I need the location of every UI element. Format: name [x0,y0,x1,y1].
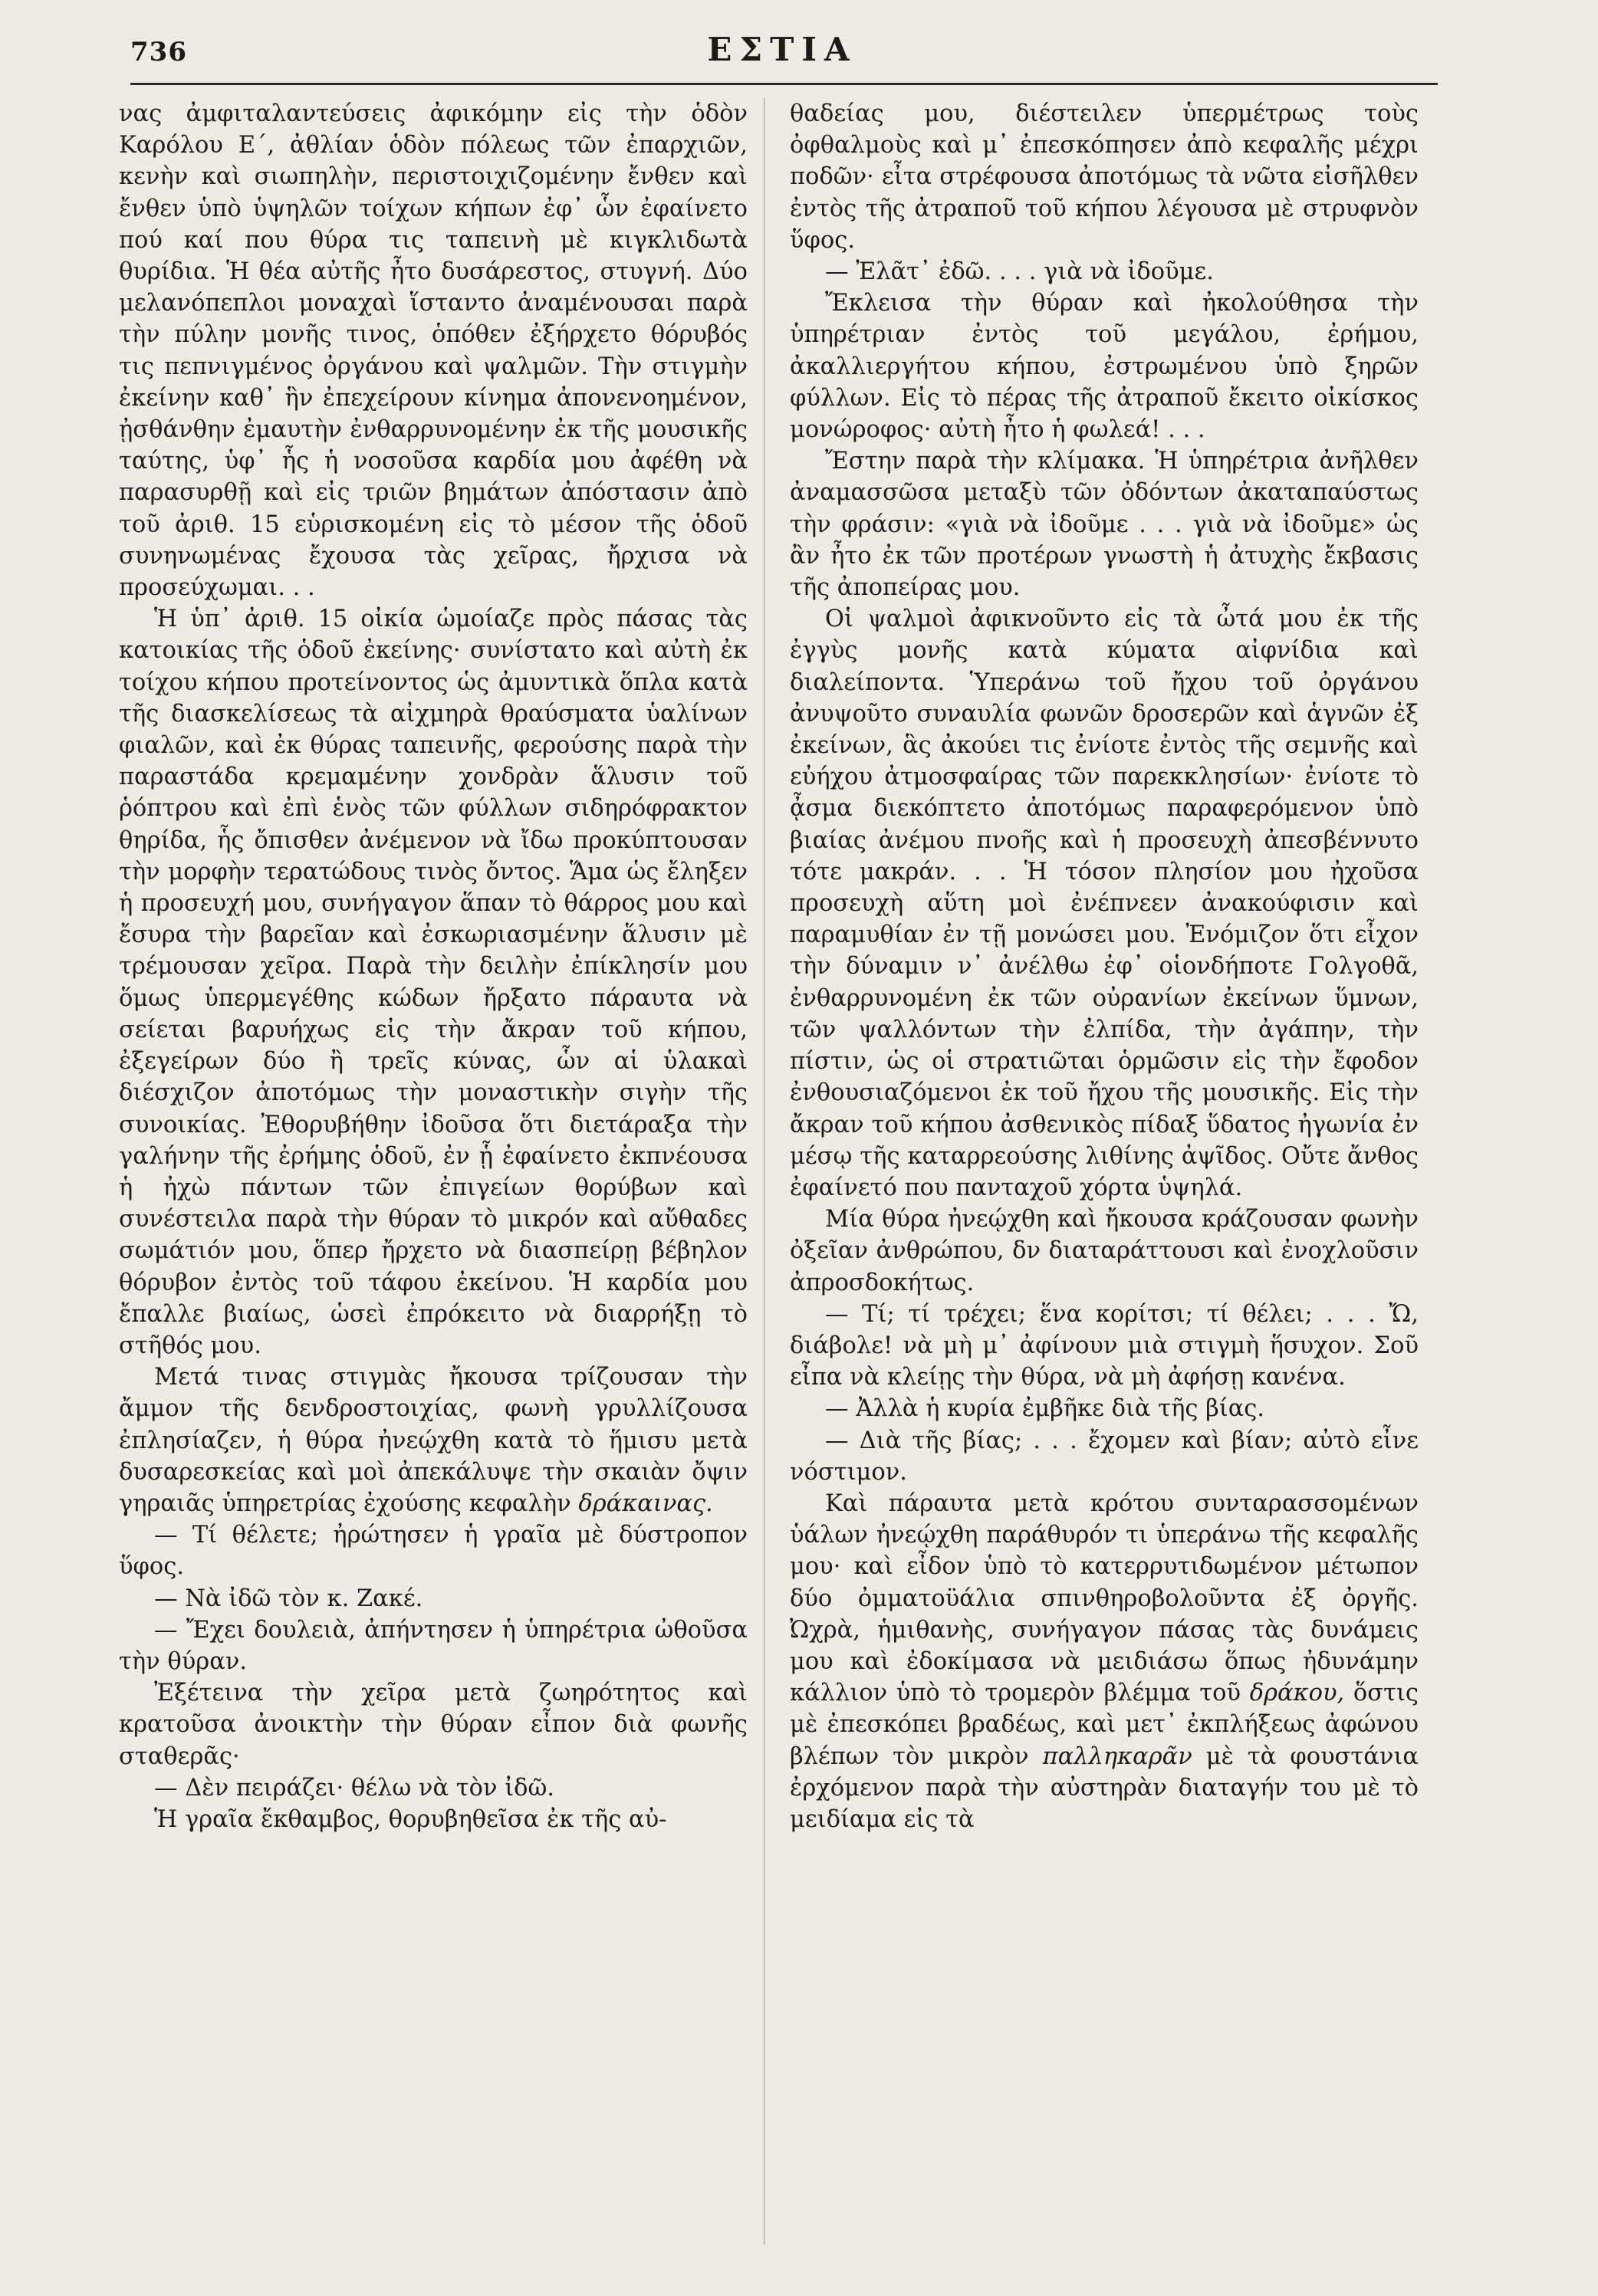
header-rule [130,83,1438,85]
paragraph-text: ὅστις μὲ ἐπεσκόπει βραδέως, καὶ μετ᾽ ἐκπλήξεως ἀφώνου βλέπων τὸν μικρὸν [790,1680,1419,1770]
dialogue-line: — Τί; τί τρέχει; ἕνα κορίτσι; τί θέλει; . . . Ὤ, διάβολε! νὰ μὴ μ᾽ ἀφίνουν μιὰ στιγμὴ ἥσυχον. Σοῦ εἶπα νὰ κλείῃς τὴν θύρα, νὰ μὴ ἀφήσῃ κανένα. [790,1300,1419,1391]
emphasis-text: δράκου, [1249,1680,1345,1707]
page-number: 736 [130,37,187,67]
dialogue-line: — Νὰ ἰδῶ τὸν κ. Ζακέ. [154,1585,423,1612]
paragraph: Μία θύρα ἠνεῴχθη καὶ ἤκουσα κράζουσαν φωνὴν ὀξεῖαν ἀνθρώπου, δν διαταράττουσι καὶ ἐνοχλοῦσιν ἀπροσδοκήτως. [790,1206,1419,1296]
paragraph: Ἔκλεισα τὴν θύραν καὶ ἠκολούθησα τὴν ὑπηρέτριαν ἐντὸς τοῦ μεγάλου, ἐρήμου, ἀκαλλιεργήτου κήπου, ἐστρωμένου ὑπὸ ξηρῶν φύλλων. Εἰς τὸ πέρας τῆς ἀτραποῦ ἔκειτο οἰκίσκος μονώροφος· αὐτὴ ἦτο ἡ φωλεά! . . . [790,290,1419,444]
dialogue-line: — Ἔχει δουλειὰ, ἀπήντησεν ἡ ὑπηρέτρια ὠθοῦσα τὴν θύραν. [119,1616,748,1675]
emphasis-text: δράκαινας. [578,1490,713,1517]
paragraph: θαδείας μου, διέστειλεν ὑπερμέτρως τοὺς ὀφθαλμοὺς καὶ μ᾽ ἐπεσκόπησεν ἀπὸ κεφαλῆς μέχρι ποδῶν· εἶτα στρέφουσα ἀποτόμως τὰ νῶτα εἰσῆλθεν ἐντὸς τῆς ἀτραποῦ τοῦ κήπου λέγουσα μὲ στρυφνὸν ὕφος. [790,100,1419,254]
paragraph [790,1488,1419,1835]
dialogue-line: — Δὲν πειράζει· θέλω νὰ τὸν ἰδῶ. [154,1774,555,1802]
paragraph: Ἡ ὑπ᾽ ἀριθ. 15 οἰκία ὡμοίαζε πρὸς πάσας τὰς κατοικίας τῆς ὁδοῦ ἐκείνης· συνίστατο καὶ αὐτὴ ἐκ τοίχου κήπου προτείνοντος ὡς ἀμυντικὰ ὅπλα κατὰ τῆς διασκελίσεως τὰ αἰχμηρὰ θραύσματα ὑαλίνων φιαλῶν, καὶ ἐκ θύρας ταπεινῆς, φερούσης παρὰ τὴν παραστάδα κρεμαμένην χονδρὰν ἅλυσιν τοῦ ῥόπτρου καὶ ἐπὶ ἑνὸς τῶν φύλλων σιδηρόφρακτον θηρίδα, ἧς ὄπισθεν ἀνέμενον νὰ ἴδω προκύπτουσαν τὴν μορφὴν τερατώδους τινὸς ὄντος. Ἅμα ὡς ἔληξεν ἡ προσευχή μου, συνήγαγον ἅπαν τὸ θάρρος μου καὶ ἔσυρα τὴν βαρεῖαν καὶ ἐσκωριασμένην ἅλυσιν μὲ τρέμουσαν χεῖρα. Παρὰ τὴν δειλὴν ἐπίκλησίν μου ὅμως ὑπερμεγέθης κώδων ἤρξατο πάραυτα νὰ σείεται βαρυήχως εἰς τὴν ἄκραν τοῦ κήπου, ἐξεγείρων δύο ἢ τρεῖς κύνας, ὧν αἱ ὑλακαὶ διέσχιζον ἀποτόμως τὴν μοναστικὴν σιγὴν τῆς συνοικίας. Ἐθορυβήθην ἰδοῦσα ὅτι διετάραξα τὴν γαλήνην τῆς ἐρήμης ὁδοῦ, ἐν ᾗ ἐφαίνετο ἐκπνέουσα ἡ ἠχὼ πάντων τῶν ἐπιγείων θορύβων καὶ συνέστειλα παρὰ τὴν θύραν τὸ μικρόν καὶ αὔθαδες σωμάτιόν μου, ὅπερ ἤρχετο νὰ διασπείρῃ βέβηλον θόρυβον ἐντὸς τοῦ τάφου ἐκείνου. Ἡ καρδία μου ἔπαλλε βιαίως, ὡσεὶ ἐπρόκειτο νὰ διαρρήξῃ τὸ στῆθός μου. [119,606,748,1359]
dialogue-line: — Ἐλᾶτ᾽ ἐδῶ. . . . γιὰ νὰ ἰδοῦμε. [825,258,1214,286]
dialogue-line: — Διὰ τῆς βίας; . . . ἔχομεν καὶ βίαν; αὐτὸ εἶνε νόστιμον. [790,1427,1419,1486]
right-column [790,98,1419,1835]
running-header [130,31,1434,77]
paragraph: Ἐξέτεινα τὴν χεῖρα μετὰ ζωηρότητος καὶ κρατοῦσα ἀνοικτὴν τὴν θύραν εἶπον διὰ φωνῆς σταθερᾶς· [119,1680,748,1770]
emphasis-text: παλληκαρᾶν [1042,1743,1192,1770]
paragraph: Ἔστην παρὰ τὴν κλίμακα. Ἡ ὑπηρέτρια ἀνῆλθεν ἀναμασσῶσα μεταξὺ τῶν ὀδόντων ἀκαταπαύστως τὴν φράσιν: «γιὰ νὰ ἰδοῦμε . . . γιὰ νὰ ἰδοῦμε» ὡς ἂν ἦτο ἐκ τῶν προτέρων γνωστὴ ἡ ἀτυχὴς ἔκβασις τῆς ἀποπείρας μου. [790,448,1419,602]
paragraph: Ἡ γραῖα ἔκθαμβος, θορυβηθεῖσα ἐκ τῆς αὐ- [154,1805,667,1833]
dialogue-line: — Ἀλλὰ ἡ κυρία ἐμβῆκε διὰ τῆς βίας. [825,1395,1265,1423]
paragraph [119,1362,748,1519]
dialogue-line: — Τί θέλετε; ἠρώτησεν ἡ γραῖα μὲ δύστροπον ὕφος. [119,1522,748,1581]
paragraph-text: Μετά τινας στιγμὰς ἤκουσα τρίζουσαν τὴν ἄμμον τῆς δενδροστοιχίας, φωνὴ γρυλλίζουσα ἐπλησίαζεν, ἡ θύρα ἠνεῴχθη κατὰ τὸ ἥμισυ μετὰ δυσαρεσκείας καὶ μοὶ ἀπεκάλυψε τὴν σκαιὰν ὄψιν γηραιᾶς ὑπηρετρίας ἐχούσης κεφαλὴν [119,1364,748,1517]
left-column [119,98,748,1835]
paragraph: Οἱ ψαλμοὶ ἀφικνοῦντο εἰς τὰ ὦτά μου ἐκ τῆς ἐγγὺς μονῆς κατὰ κύματα αἰφνίδια καὶ διαλείποντα. Ὑπεράνω τοῦ ἤχου τοῦ ὀργάνου ἀνυψοῦτο συναυλία φωνῶν δροσερῶν καὶ ἁγνῶν ἐξ ἐκείνων, ἃς ἀκούει τις ἐνίοτε ἐντὸς τῆς σεμνῆς καὶ εὐήχου ἀτμοσφαίρας τῶν παρεκκλησίων· ἐνίοτε τὸ ᾆσμα διεκόπτετο ἀποτόμως παραφερόμενον ὑπὸ βιαίας ἀνέμου πνοῆς καὶ ἡ προσευχὴ ἀπεσβέννυτο τότε μακράν. . . Ἡ τόσον πλησίον μου ἠχοῦσα προσευχὴ αὕτη μοὶ ἐνέπνεεν ἀνακούφισιν καὶ παραμυθίαν ἐν τῇ μονώσει μου. Ἐνόμιζον ὅτι εἶχον τὴν δύναμιν ν᾽ ἀνέλθω ἐφ᾽ οἱονδήποτε Γολγοθᾶ, ἐνθαρρυνομένη ἐκ τῶν οὐρανίων ἐκείνων ὕμνων, τῶν ψαλλόντων τὴν ἐλπίδα, τὴν ἀγάπην, τὴν πίστιν, ὡς οἱ στρατιῶται ὁρμῶσιν εἰς τὴν ἔφοδον ἐνθουσιαζόμενοι ἐκ τοῦ ἤχου τῆς μουσικῆς. Εἰς τὴν ἄκραν τοῦ κήπου ἀσθενικὸς πίδαξ ὕδατος ἠγωνία ἐν μέσῳ τῆς καταρρεούσης λιθίνης ἀψῖδος. Οὔτε ἄνθος ἐφαίνετό που πανταχοῦ χόρτα ὑψηλά. [790,606,1419,1201]
paragraph-text: μὲ τὰ φουστάνια ἐρχόμενον παρὰ τὴν αὐστηρὰν διαταγήν του μὲ τὸ μειδίαμα εἰς τὰ [790,1743,1419,1833]
paragraph: νας ἀμφιταλαντεύσεις ἀφικόμην εἰς τὴν ὁδὸν Καρόλου Ε΄, ἀθλίαν ὁδὸν πόλεως τῶν ἐπαρχιῶν, κενὴν καὶ σιωπηλὴν, περιστοιχιζομένην ἔνθεν καὶ ἔνθεν ὑπὸ ὑψηλῶν τοίχων κήπων ἐφ᾽ ὧν ἐφαίνετο πού καί που θύρα τις ταπεινὴ μὲ κιγκλιδωτὰ θυρίδια. Ἡ θέα αὐτῆς ἦτο δυσάρεστος, στυγνή. Δύο μελανόπεπλοι μοναχαὶ ἵσταντο ἀναμένουσαι παρὰ τὴν πύλην μονῆς τινος, ὁπόθεν ἐξήρχετο θόρυβός τις πεπνιγμένος ὀργάνου καὶ ψαλμῶν. Τὴν στιγμὴν ἐκείνην καθ᾽ ἣν ἐπεχείρουν κίνημα ἀπονενοημένον, ᾐσθάνθην ἐμαυτὴν ἐνθαρρυνομένην ἐκ τῆς μουσικῆς ταύτης, ὑφ᾽ ἧς ἡ νοσοῦσα καρδία μου ἀφέθη νὰ παρασυρθῇ καὶ εἰς τριῶν βημάτων ἀπόστασιν ἀπὸ τοῦ ἀριθ. 15 εὑρισκομένη εἰς τὸ μέσον τῆς ὁδοῦ συνηνωμένας ἔχουσα τὰς χεῖρας, ἤρχισα νὰ προσεύχωμαι. . . [119,100,748,602]
running-title: ΕΣΤΙΑ [707,31,857,68]
paragraph-text: Καὶ πάραυτα μετὰ κρότου συνταρασσομένων ὑάλων ἠνεῴχθη παράθυρόν τι ὑπεράνω τῆς κεφαλῆς μου· καὶ εἶδον ὑπὸ τὸ κατερρυτιδωμένον μέτωπον δύο ὀμματοϋάλια σπινθηροβολοῦντα ἐξ ὀργῆς. Ὠχρὰ, ἡμιθανὴς, συνήγαγον πάσας τὰς δυνάμεις μου καὶ ἐδοκίμασα νὰ μειδιάσω ὅπως ἠδυνάμην κάλλιον ὑπὸ τὸ τρομερὸν βλέμμα τοῦ [790,1490,1419,1707]
